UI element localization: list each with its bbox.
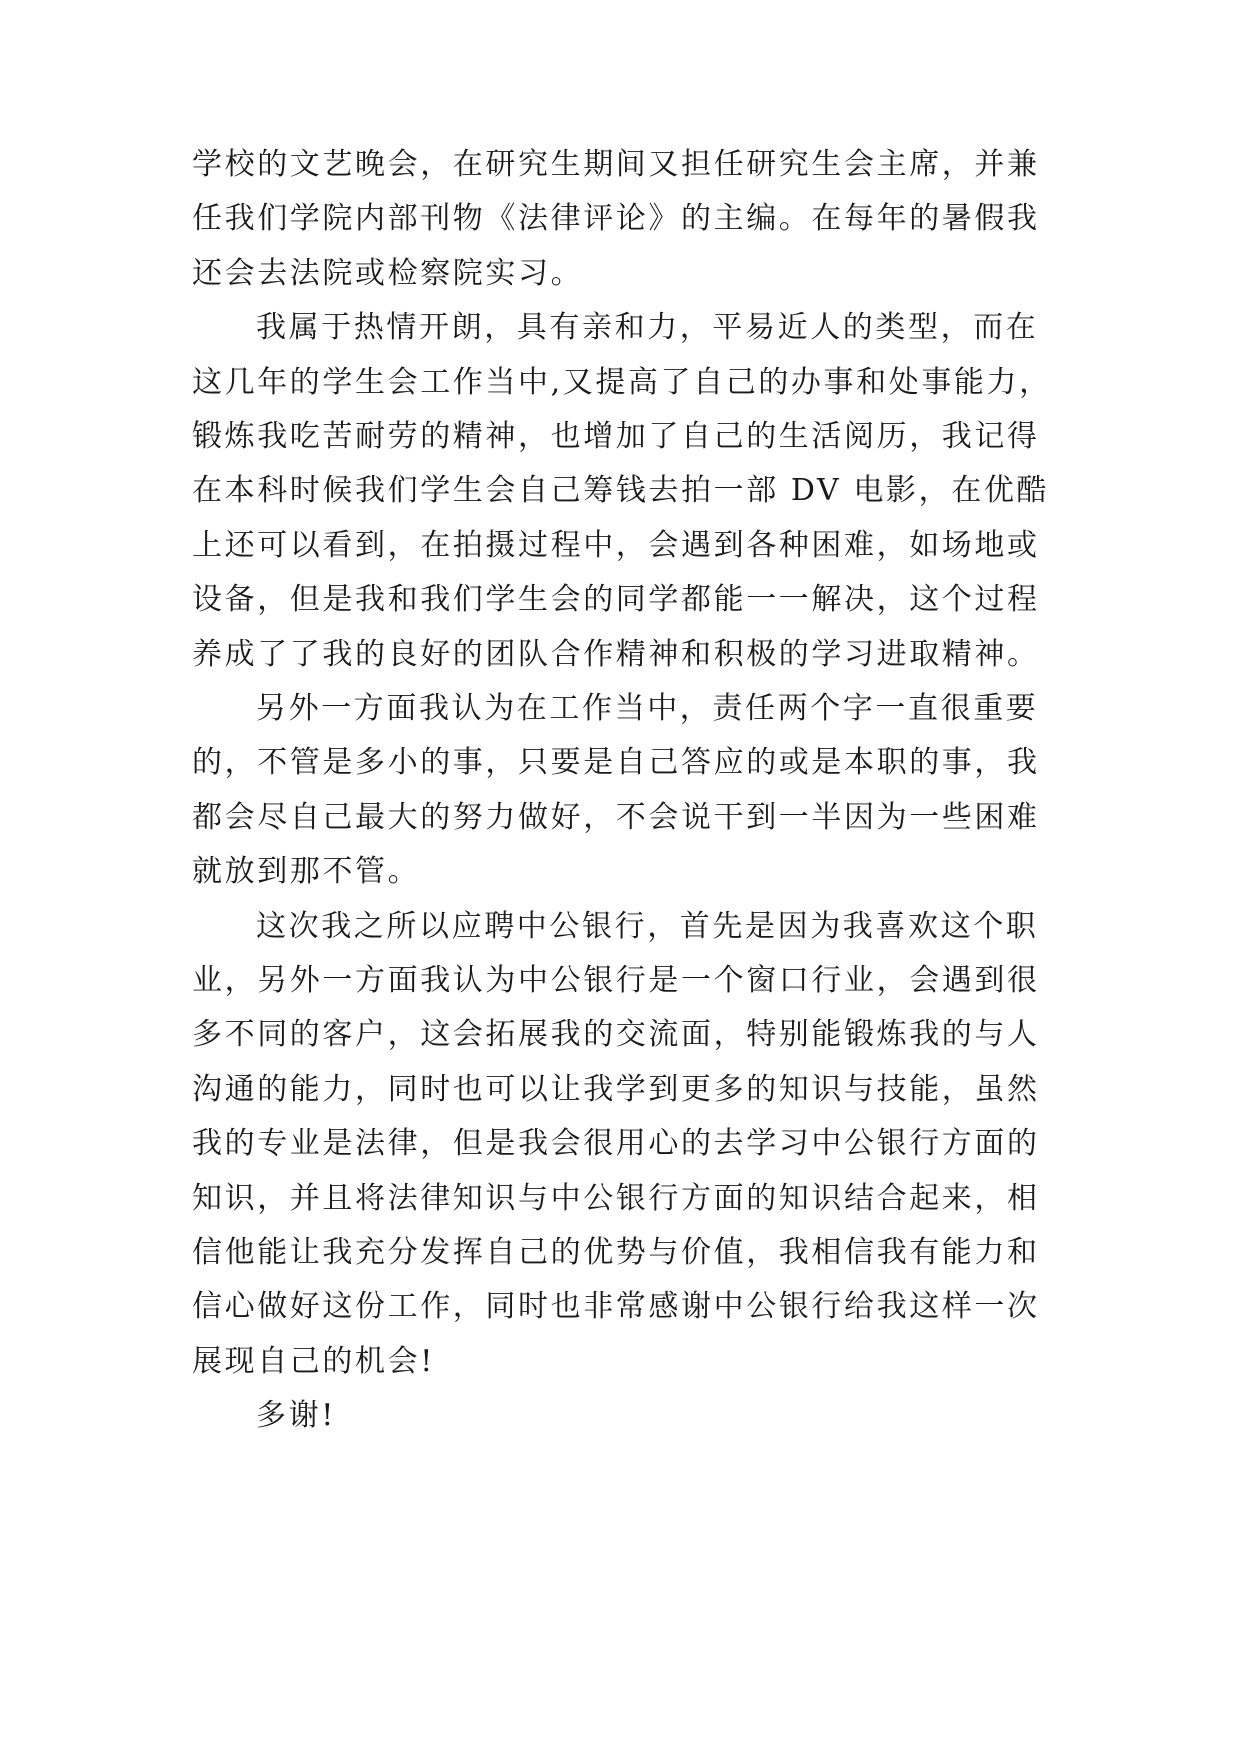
text-line: 信心做好这份工作，同时也非常感谢中公银行给我这样一次: [192, 1289, 1040, 1325]
text-line: 这几年的学生会工作当中,又提高了自己的办事和处事能力，: [192, 364, 1052, 400]
text-line: 知识，并且将法律知识与中公银行方面的知识结合起来，相: [192, 1180, 1040, 1216]
text-line: 多谢!: [256, 1398, 336, 1434]
text-line: 的，不管是多小的事，只要是自己答应的或是本职的事，我: [192, 745, 1040, 781]
text-line: 我属于热情开朗，具有亲和力，平易近人的类型，而在: [256, 310, 1039, 346]
text-line: 锻炼我吃苦耐劳的精神，也增加了自己的生活阅历，我记得: [192, 419, 1040, 454]
text-line: 业，另外一方面我认为中公银行是一个窗口行业，会遇到很: [192, 963, 1040, 998]
text-line: 设备，但是我和我们学生会的同学都能一一解决，这个过程: [192, 582, 1040, 618]
text-line: 信他能让我充分发挥自己的优势与价值，我相信我有能力和: [192, 1235, 1040, 1270]
text-line: 我的专业是法律，但是我会很用心的去学习中公银行方面的: [192, 1126, 1040, 1162]
text-line: 另外一方面我认为在工作当中，责任两个字一直很重要: [256, 691, 1039, 726]
text-line: 沟通的能力，同时也可以让我学到更多的知识与技能，虽然: [192, 1071, 1040, 1107]
text-line: 还会去法院或检察院实习。: [192, 255, 584, 291]
text-line: 上还可以看到，在拍摄过程中，会遇到各种困难，如场地或: [192, 527, 1040, 563]
text-line: 这次我之所以应聘中公银行，首先是因为我喜欢这个职: [256, 908, 1039, 944]
text-line: 在本科时候我们学生会自己筹钱去拍一部 DV 电影，在优酷: [192, 473, 1050, 509]
text-line: 学校的文艺晚会，在研究生期间又担任研究生会主席，并兼: [192, 147, 1040, 182]
text-line: 养成了了我的良好的团队合作精神和积极的学习进取精神。: [192, 636, 1040, 672]
text-line: 展现自己的机会!: [192, 1343, 435, 1379]
text-line: 任我们学院内部刊物《法律评论》的主编。在每年的暑假我: [192, 201, 1040, 237]
text-line: 多不同的客户，这会拓展我的交流面，特别能锻炼我的与人: [192, 1017, 1040, 1053]
text-line: 就放到那不管。: [192, 854, 421, 890]
text-line: 都会尽自己最大的努力做好，不会说干到一半因为一些困难: [192, 799, 1040, 835]
